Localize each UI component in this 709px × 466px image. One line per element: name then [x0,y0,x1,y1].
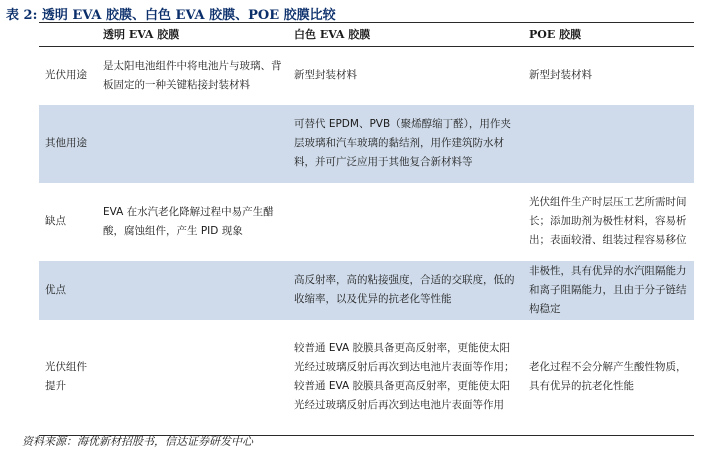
table-row [39,183,694,261]
table-row [39,261,694,320]
cell-transparent-eva [97,320,288,436]
cell-poe: 光伏组件生产时层压工艺所需时间长；添加助剂为极性材料，容易析出；表面较滑、组装过程容易移位 [529,196,687,246]
cell-white-eva: 可替代 EPDM、PVB（聚烯醇缩丁醛），用作夹层玻璃和汽车玻璃的黏结剂，用作建筑防水材料，并可广泛应用于其他复合新材料等 [288,105,523,183]
table-row [39,105,694,183]
header-blank [39,23,97,47]
cell-poe [523,105,694,183]
row-label: 光伏组件提升 [39,320,97,436]
row-label: 缺点 [45,215,66,227]
cell-transparent-eva: 是太阳电池组件中将电池片与玻璃、背板固定的一种关键粘接封装材料 [103,59,282,91]
row-label: 其他用途 [39,105,97,183]
header-poe: POE 胶膜 [523,23,694,47]
cell-white-eva: 较普通 EVA 胶膜具备更高反射率，更能使太阳光经过玻璃反射后再次到达电池片表面等作用；较普通 EVA 胶膜具备更高反射率，更能使太阳光经过玻璃反射后再次到达电池片表面等作用 [288,320,523,436]
cell-white-eva [288,183,523,261]
table-row [39,320,694,436]
row-label: 光伏用途 [45,69,87,82]
cell-transparent-eva [97,105,288,183]
cell-white-eva: 高反射率，高的粘接强度，合适的交联度，低的收缩率，以及优异的抗老化等性能 [288,261,523,320]
cell-poe: 新型封装材料 [529,69,592,82]
table-header-row [39,23,694,47]
cell-transparent-eva [97,261,288,320]
comparison-table [39,22,694,436]
table-title: 表 2: 透明 EVA 胶膜、白色 EVA 胶膜、POE 胶膜比较 [6,8,336,23]
row-label: 优点 [39,261,97,320]
source-note: 资料来源：海优新材招股书，信达证券研发中心 [22,435,253,448]
cell-poe: 非极性，具有优异的水汽阻隔能力和离子阻隔能力，且由于分子链结构稳定 [523,261,694,320]
table-row [39,47,694,105]
header-transparent-eva: 透明 EVA 胶膜 [97,23,288,47]
cell-white-eva: 新型封装材料 [294,69,357,82]
cell-transparent-eva: EVA 在水汽老化降解过程中易产生醋酸，腐蚀组件，产生 PID 现象 [103,205,274,237]
header-white-eva: 白色 EVA 胶膜 [288,23,523,47]
cell-poe: 老化过程不会分解产生酸性物质，具有优异的抗老化性能 [523,320,694,436]
